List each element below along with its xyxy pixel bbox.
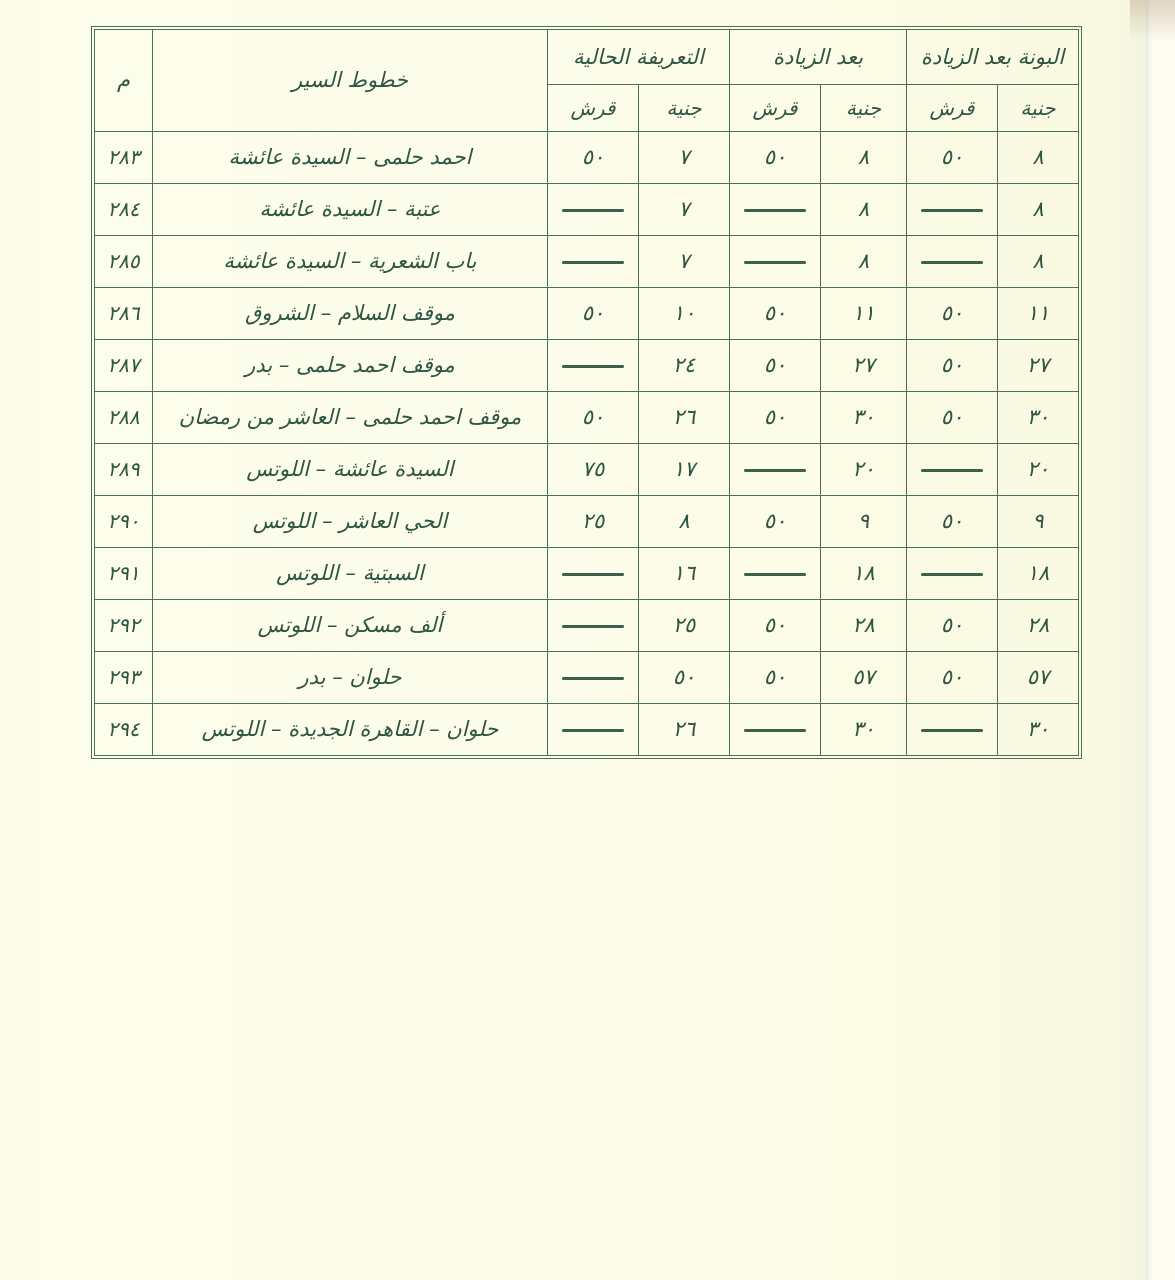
cell-after-pound: ١٨ bbox=[820, 548, 906, 600]
cell-after-pound: ٥٧ bbox=[820, 652, 906, 704]
cell-bonus-pound: ١١ bbox=[998, 288, 1079, 340]
cell-current-pound: ٧ bbox=[638, 184, 729, 236]
cell-after-pound: ٨ bbox=[820, 132, 906, 184]
cell-bonus-pound: ٢٠ bbox=[998, 444, 1079, 496]
cell-after-piaster bbox=[729, 444, 820, 496]
cell-after-pound: ٣٠ bbox=[820, 704, 906, 756]
cell-bonus-piaster: ٥٠ bbox=[906, 652, 997, 704]
empty-value-dash-icon bbox=[921, 261, 983, 264]
page-outside-margin bbox=[1152, 0, 1175, 1280]
cell-bonus-piaster: ٥٠ bbox=[906, 288, 997, 340]
cell-current-piaster: ٢٥ bbox=[547, 496, 638, 548]
cell-current-pound: ٢٥ bbox=[638, 600, 729, 652]
table-row bbox=[94, 392, 1078, 444]
header-current-piaster: قرش bbox=[547, 85, 638, 132]
cell-after-pound: ٢٨ bbox=[820, 600, 906, 652]
cell-serial-number: ٢٨٧ bbox=[94, 340, 152, 392]
table-header bbox=[94, 30, 1078, 132]
cell-route-name: الحي العاشر – اللوتس bbox=[152, 496, 547, 548]
cell-current-pound: ٢٦ bbox=[638, 704, 729, 756]
empty-value-dash-icon bbox=[744, 469, 806, 472]
cell-current-piaster bbox=[547, 652, 638, 704]
cell-serial-number: ٢٩٣ bbox=[94, 652, 152, 704]
cell-current-piaster bbox=[547, 704, 638, 756]
cell-bonus-piaster: ٥٠ bbox=[906, 132, 997, 184]
cell-serial-number: ٢٨٩ bbox=[94, 444, 152, 496]
cell-current-piaster bbox=[547, 600, 638, 652]
cell-after-piaster: ٥٠ bbox=[729, 288, 820, 340]
fare-table-container bbox=[95, 29, 1079, 756]
table-row bbox=[94, 600, 1078, 652]
cell-after-pound: ٩ bbox=[820, 496, 906, 548]
table-row bbox=[94, 132, 1078, 184]
cell-route-name: باب الشعرية – السيدة عائشة bbox=[152, 236, 547, 288]
table-row bbox=[94, 704, 1078, 756]
table-row bbox=[94, 496, 1078, 548]
cell-route-name: حلوان – بدر bbox=[152, 652, 547, 704]
cell-bonus-pound: ٢٨ bbox=[998, 600, 1079, 652]
cell-bonus-piaster: ٥٠ bbox=[906, 340, 997, 392]
cell-current-pound: ٧ bbox=[638, 132, 729, 184]
cell-after-piaster bbox=[729, 548, 820, 600]
cell-bonus-pound: ١٨ bbox=[998, 548, 1079, 600]
cell-after-piaster: ٥٠ bbox=[729, 132, 820, 184]
cell-current-pound: ٢٤ bbox=[638, 340, 729, 392]
header-bonus-pound: جنية bbox=[998, 85, 1079, 132]
cell-bonus-pound: ٨ bbox=[998, 236, 1079, 288]
cell-bonus-pound: ٨ bbox=[998, 132, 1079, 184]
table-body bbox=[94, 132, 1078, 756]
header-group-current-tariff: التعريفة الحالية bbox=[547, 30, 729, 85]
table-row bbox=[94, 288, 1078, 340]
fare-table bbox=[94, 29, 1079, 756]
cell-after-piaster: ٥٠ bbox=[729, 392, 820, 444]
cell-route-name: احمد حلمى – السيدة عائشة bbox=[152, 132, 547, 184]
empty-value-dash-icon bbox=[562, 209, 624, 212]
cell-bonus-piaster bbox=[906, 548, 997, 600]
cell-bonus-piaster: ٥٠ bbox=[906, 496, 997, 548]
cell-current-piaster bbox=[547, 184, 638, 236]
cell-current-piaster bbox=[547, 236, 638, 288]
table-row bbox=[94, 184, 1078, 236]
empty-value-dash-icon bbox=[744, 209, 806, 212]
cell-route-name: السيدة عائشة – اللوتس bbox=[152, 444, 547, 496]
cell-serial-number: ٢٨٣ bbox=[94, 132, 152, 184]
cell-current-piaster: ٧٥ bbox=[547, 444, 638, 496]
cell-after-pound: ٨ bbox=[820, 236, 906, 288]
table-row bbox=[94, 652, 1078, 704]
cell-bonus-pound: ٣٠ bbox=[998, 392, 1079, 444]
empty-value-dash-icon bbox=[921, 573, 983, 576]
cell-after-piaster: ٥٠ bbox=[729, 340, 820, 392]
cell-bonus-pound: ٥٧ bbox=[998, 652, 1079, 704]
cell-current-pound: ١٧ bbox=[638, 444, 729, 496]
cell-after-piaster bbox=[729, 236, 820, 288]
empty-value-dash-icon bbox=[562, 625, 624, 628]
empty-value-dash-icon bbox=[562, 261, 624, 264]
cell-after-piaster: ٥٠ bbox=[729, 652, 820, 704]
cell-current-pound: ٧ bbox=[638, 236, 729, 288]
empty-value-dash-icon bbox=[562, 573, 624, 576]
cell-after-piaster bbox=[729, 184, 820, 236]
cell-route-name: موقف احمد حلمى – العاشر من رمضان bbox=[152, 392, 547, 444]
cell-current-pound: ١٦ bbox=[638, 548, 729, 600]
empty-value-dash-icon bbox=[562, 365, 624, 368]
empty-value-dash-icon bbox=[562, 677, 624, 680]
cell-bonus-piaster bbox=[906, 184, 997, 236]
cell-route-name: موقف احمد حلمى – بدر bbox=[152, 340, 547, 392]
cell-current-piaster bbox=[547, 340, 638, 392]
cell-after-pound: ٣٠ bbox=[820, 392, 906, 444]
cell-current-pound: ١٠ bbox=[638, 288, 729, 340]
table-row bbox=[94, 548, 1078, 600]
table-row bbox=[94, 236, 1078, 288]
cell-bonus-pound: ٨ bbox=[998, 184, 1079, 236]
cell-serial-number: ٢٩٢ bbox=[94, 600, 152, 652]
cell-current-piaster bbox=[547, 548, 638, 600]
cell-bonus-piaster: ٥٠ bbox=[906, 600, 997, 652]
cell-current-piaster: ٥٠ bbox=[547, 132, 638, 184]
header-after-piaster: قرش bbox=[729, 85, 820, 132]
cell-serial-number: ٢٩٤ bbox=[94, 704, 152, 756]
cell-serial-number: ٢٨٦ bbox=[94, 288, 152, 340]
cell-current-pound: ٥٠ bbox=[638, 652, 729, 704]
empty-value-dash-icon bbox=[744, 573, 806, 576]
cell-route-name: ألف مسكن – اللوتس bbox=[152, 600, 547, 652]
header-current-pound: جنية bbox=[638, 85, 729, 132]
cell-after-pound: ١١ bbox=[820, 288, 906, 340]
header-after-pound: جنية bbox=[820, 85, 906, 132]
cell-bonus-pound: ٩ bbox=[998, 496, 1079, 548]
cell-serial-number: ٢٨٥ bbox=[94, 236, 152, 288]
cell-after-piaster: ٥٠ bbox=[729, 496, 820, 548]
cell-current-pound: ٢٦ bbox=[638, 392, 729, 444]
cell-serial-number: ٢٨٨ bbox=[94, 392, 152, 444]
cell-serial-number: ٢٨٤ bbox=[94, 184, 152, 236]
cell-after-piaster bbox=[729, 704, 820, 756]
cell-bonus-pound: ٣٠ bbox=[998, 704, 1079, 756]
empty-value-dash-icon bbox=[744, 261, 806, 264]
cell-route-name: السبتية – اللوتس bbox=[152, 548, 547, 600]
empty-value-dash-icon bbox=[921, 209, 983, 212]
cell-after-pound: ٢٠ bbox=[820, 444, 906, 496]
cell-bonus-pound: ٢٧ bbox=[998, 340, 1079, 392]
cell-bonus-piaster bbox=[906, 704, 997, 756]
header-serial-number: م bbox=[94, 30, 152, 132]
cell-route-name: حلوان – القاهرة الجديدة – اللوتس bbox=[152, 704, 547, 756]
header-group-after-increase: بعد الزيادة bbox=[729, 30, 906, 85]
header-group-bonus-after-increase: البونة بعد الزيادة bbox=[906, 30, 1078, 85]
empty-value-dash-icon bbox=[921, 469, 983, 472]
header-routes: خطوط السير bbox=[152, 30, 547, 132]
cell-bonus-piaster bbox=[906, 444, 997, 496]
cell-route-name: موقف السلام – الشروق bbox=[152, 288, 547, 340]
empty-value-dash-icon bbox=[921, 729, 983, 732]
table-row bbox=[94, 444, 1078, 496]
cell-after-pound: ٢٧ bbox=[820, 340, 906, 392]
cell-after-pound: ٨ bbox=[820, 184, 906, 236]
empty-value-dash-icon bbox=[562, 729, 624, 732]
cell-current-piaster: ٥٠ bbox=[547, 392, 638, 444]
cell-after-piaster: ٥٠ bbox=[729, 600, 820, 652]
cell-current-pound: ٨ bbox=[638, 496, 729, 548]
cell-bonus-piaster: ٥٠ bbox=[906, 392, 997, 444]
cell-serial-number: ٢٩٠ bbox=[94, 496, 152, 548]
empty-value-dash-icon bbox=[744, 729, 806, 732]
header-bonus-piaster: قرش bbox=[906, 85, 997, 132]
table-row bbox=[94, 340, 1078, 392]
cell-bonus-piaster bbox=[906, 236, 997, 288]
header-row-groups bbox=[94, 30, 1078, 85]
cell-current-piaster: ٥٠ bbox=[547, 288, 638, 340]
cell-route-name: عتبة – السيدة عائشة bbox=[152, 184, 547, 236]
cell-serial-number: ٢٩١ bbox=[94, 548, 152, 600]
